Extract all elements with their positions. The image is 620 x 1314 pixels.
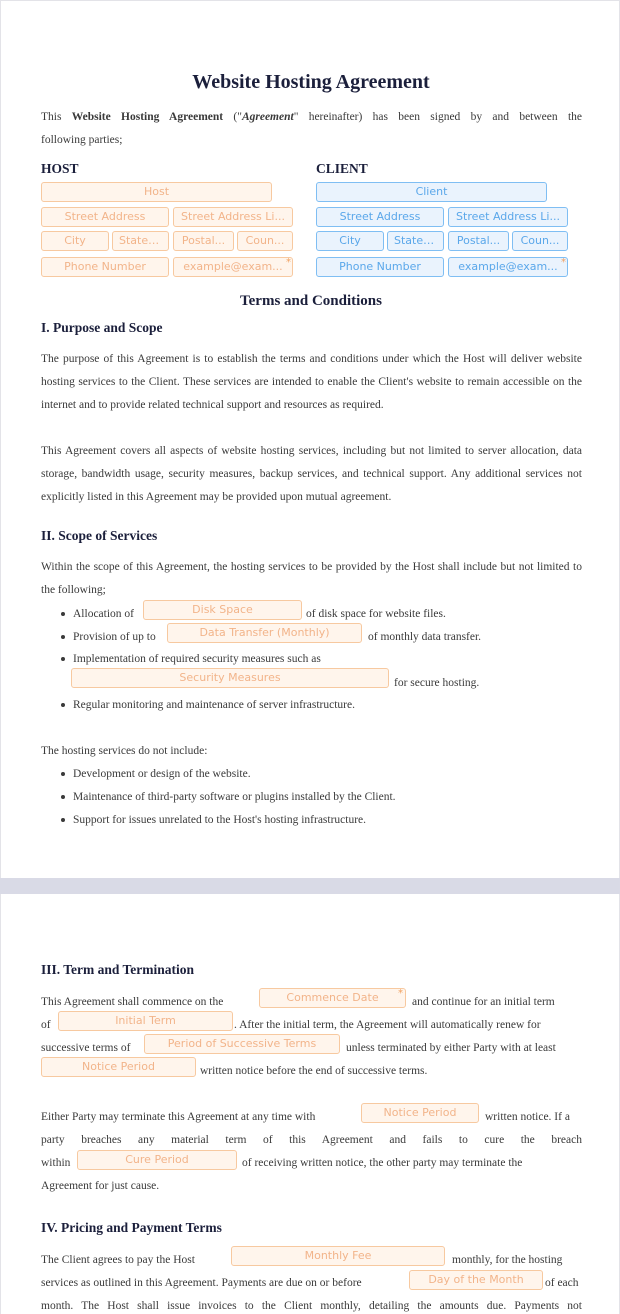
termination-line-3-pre: within [41,1157,71,1169]
section-1-paragraph-2: This Agreement covers all aspects of website hosting services, including but not limited to server allocation, data storage, bandwidth usage, security measures, backup services, and technical support. Any additional services not explicitly listed in this Agreement may be provided upon mutual agreement. [41,445,582,503]
required-mark: * [398,988,403,999]
bullet-data-transfer-post: of monthly data transfer. [368,631,482,643]
client-postal-field[interactable]: Postal... [448,231,509,251]
client-label: CLIENT [316,161,368,176]
section-1-paragraph-1: The purpose of this Agreement is to establish the terms and conditions under which the Host will deliver website hosting services to the Client. These services are intended to enable the Client's website to remain accessible on the internet and to provide related technical support and resources as required. [41,353,582,411]
term-line-1-post: and continue for an initial term [412,996,555,1008]
bullet-disk-space-post: of disk space for website files. [306,608,446,620]
disk-space-field[interactable]: Disk Space [143,600,302,620]
agreement-name: Website Hosting Agreement [71,111,224,123]
agreement-short-name: Agreement [241,111,294,123]
pricing-line-2-post: of each [545,1277,579,1289]
host-phone-field[interactable]: Phone Number [41,257,169,277]
section-3-heading: III. Term and Termination [41,962,195,977]
host-street2-field[interactable]: Street Address Li... [173,207,293,227]
exclusions-intro: The hosting services do not include: [41,745,208,757]
bullet-security-pre: Implementation of required security measures such as [73,653,321,665]
document-title: Website Hosting Agreement [192,71,430,93]
pricing-line-3: month. The Host shall issue invoices to the Client monthly, detailing the amounts due. Payments not [41,1300,582,1312]
successive-terms-field[interactable]: Period of Successive Terms [144,1034,340,1054]
required-mark: * [286,257,291,268]
data-transfer-field[interactable]: Data Transfer (Monthly) [167,623,362,643]
section-1-heading: I. Purpose and Scope [41,320,163,335]
monthly-fee-field[interactable]: Monthly Fee [231,1246,445,1266]
host-name-field[interactable]: Host [41,182,272,202]
pricing-line-1-pre: The Client agrees to pay the Host [41,1254,195,1266]
host-label: HOST [41,161,79,176]
exclusion-item: Maintenance of third-party software or plugins installed by the Client. [73,791,396,803]
client-country-field[interactable]: Coun... [512,231,568,251]
term-line-3-post: unless terminated by either Party with at least [346,1042,556,1054]
section-2-paragraph-1: Within the scope of this Agreement, the hosting services to be provided by the Host shall include but not limited to the following; [41,561,582,596]
bullet-security-post: for secure hosting. [394,677,480,689]
cure-period-field[interactable]: Cure Period [77,1150,237,1170]
security-measures-field[interactable]: Security Measures [71,668,389,688]
section-2-heading: II. Scope of Services [41,528,158,543]
client-name-field[interactable]: Client [316,182,547,202]
day-of-month-field[interactable]: Day of the Month [409,1270,543,1290]
host-email-field[interactable]: example@exam... [173,257,293,277]
client-email-field[interactable]: example@exam... [448,257,568,277]
exclusion-item: Support for issues unrelated to the Host's hosting infrastructure. [73,814,367,826]
termination-line-3-post: of receiving written notice, the other party may terminate the [242,1157,523,1169]
notice-period-field-2[interactable]: Notice Period [361,1103,479,1123]
page-separator [0,878,620,894]
terms-heading: Terms and Conditions [240,293,382,309]
host-country-field[interactable]: Coun... [237,231,293,251]
term-line-2-pre: of [41,1019,51,1031]
termination-line-1-pre: Either Party may terminate this Agreement at any time with [41,1111,316,1123]
notice-period-field[interactable]: Notice Period [41,1057,196,1077]
term-line-2-post: . After the initial term, the Agreement will automatically renew for [234,1019,541,1031]
host-postal-field[interactable]: Postal... [173,231,234,251]
client-street-field[interactable]: Street Address [316,207,444,227]
bullet-data-transfer-pre: Provision of up to [73,631,156,643]
bullet-monitoring: Regular monitoring and maintenance of server infrastructure. [73,699,355,711]
host-street-field[interactable]: Street Address [41,207,169,227]
client-street2-field[interactable]: Street Address Li... [448,207,568,227]
host-state-field[interactable]: State ... [112,231,169,251]
term-line-4-post: written notice before the end of successive terms. [200,1065,428,1077]
pricing-line-2-pre: services as outlined in this Agreement. Payments are due on or before [41,1277,362,1289]
termination-line-2: party breaches any material term of this Agreement and fails to cure the breach [41,1134,582,1146]
page-2 [0,894,620,1314]
section-4-heading: IV. Pricing and Payment Terms [41,1220,222,1235]
term-line-3-pre: successive terms of [41,1042,131,1054]
required-mark: * [561,257,566,268]
client-phone-field[interactable]: Phone Number [316,257,444,277]
intro-line-2: following parties; [41,134,123,146]
term-line-1-pre: This Agreement shall commence on the [41,996,224,1008]
intro-line-1: This Website Hosting Agreement ("Agreement" hereinafter) has been signed by and between the [41,111,582,123]
exclusion-item: Development or design of the website. [73,768,251,780]
client-state-field[interactable]: State ... [387,231,444,251]
client-city-field[interactable]: City [316,231,384,251]
termination-line-4: Agreement for just cause. [41,1180,160,1192]
commence-date-field[interactable]: Commence Date [259,988,406,1008]
host-city-field[interactable]: City [41,231,109,251]
pricing-line-1-post: monthly, for the hosting [452,1254,563,1266]
termination-line-1-post: written notice. If a [485,1111,570,1123]
bullet-disk-space-pre: Allocation of [73,608,134,620]
initial-term-field[interactable]: Initial Term [58,1011,233,1031]
